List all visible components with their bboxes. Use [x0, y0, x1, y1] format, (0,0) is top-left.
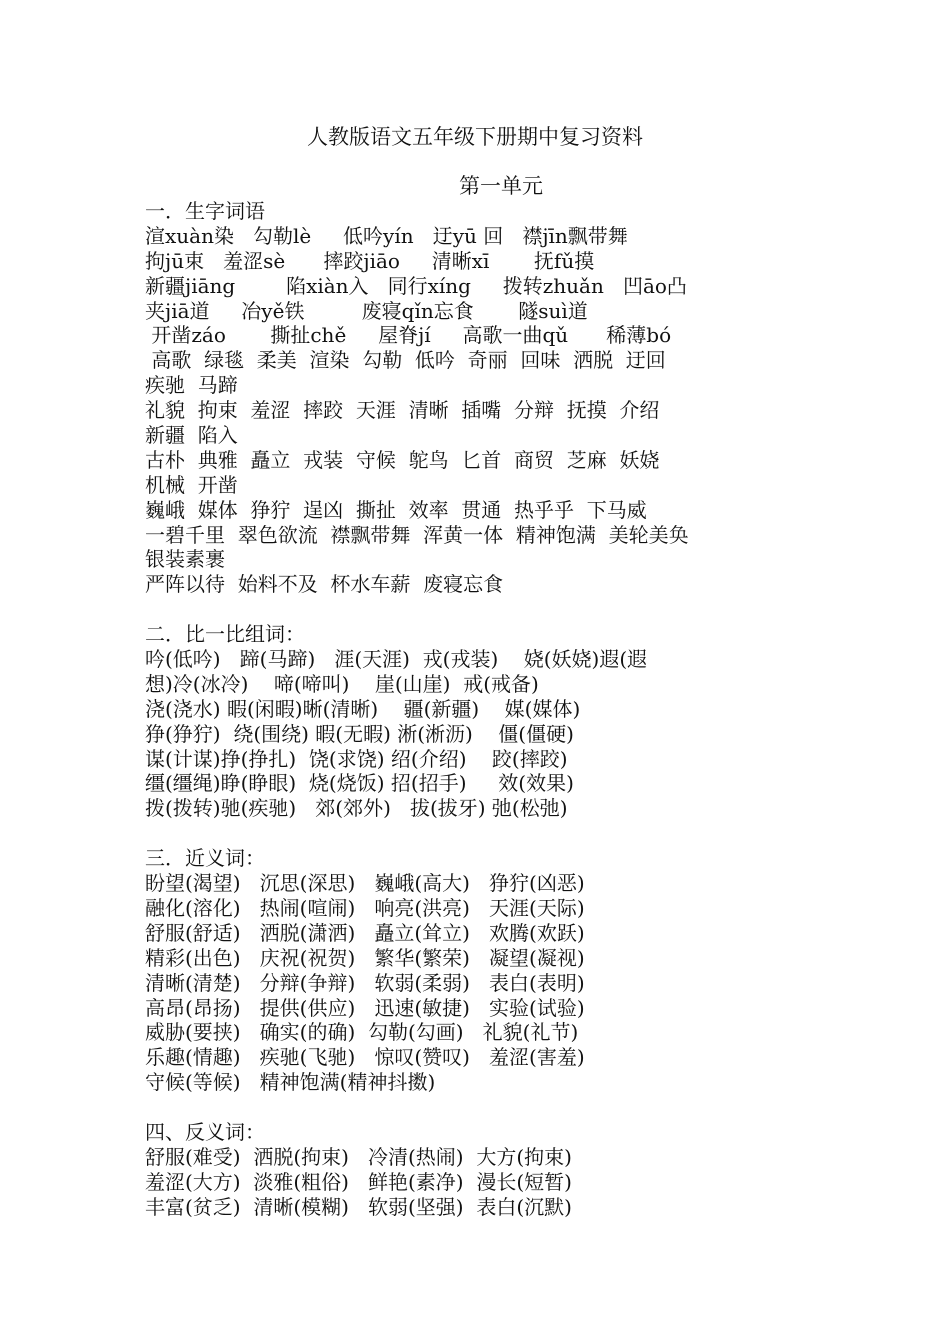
text-line: 疾驰 马蹄: [145, 373, 238, 398]
text-line: 舒服(难受) 洒脱(拘束) 冷清(热闹) 大方(拘束): [145, 1144, 572, 1169]
text-line: 夹jiā道 冶yě铁 废寝qǐn忘食 隧suì道: [145, 298, 588, 323]
section-heading: 一．生字词语: [145, 199, 265, 223]
text-line: 吟(低吟) 蹄(马蹄) 涯(天涯) 戎(戎装) 娆(妖娆)遐(遐: [145, 647, 648, 672]
text-line: 舒服(舒适) 洒脱(潇洒) 矗立(耸立) 欢腾(欢跃): [145, 920, 585, 945]
text-line: 乐趣(情趣) 疾驰(飞驰) 惊叹(赞叹) 羞涩(害羞): [145, 1045, 585, 1070]
section-heading: 四、反义词：: [145, 1119, 265, 1144]
text-line: 融化(溶化) 热闹(喧闹) 响亮(洪亮) 天涯(天际): [145, 895, 585, 920]
text-line: 高昂(昂扬) 提供(供应) 迅速(敏捷) 实验(试验): [145, 995, 585, 1020]
text-line: 新疆 陷入: [145, 423, 238, 448]
text-line: 银装素裹: [145, 547, 225, 572]
text-line: 机械 开凿: [145, 472, 238, 497]
text-line: 一碧千里 翠色欲流 襟飘带舞 浑黄一体 精神饱满 美轮美奂: [145, 522, 689, 547]
document-body: [145, 199, 925, 1220]
text-line: 丰富(贫乏) 清晰(模糊) 软弱(坚强) 表白(沉默): [145, 1194, 572, 1219]
section-gap: [145, 821, 925, 846]
text-line: 拨(拨转)驰(疾驰) 郊(郊外) 拔(拔牙) 弛(松弛): [145, 796, 568, 821]
text-line: 狰(狰狞) 绕(围绕) 暇(无暇) 淅(淅沥) 僵(僵硬): [145, 721, 574, 746]
text-line: 盼望(渴望) 沉思(深思) 巍峨(高大) 狰狞(凶恶): [145, 871, 585, 896]
text-line: 高歌 绿毯 柔美 渲染 勾勒 低吟 奇丽 回味 洒脱 迂回: [145, 348, 666, 373]
text-line: 渲xuàn染 勾勒lè 低吟yín 迂yū 回 襟jīn飘带舞: [145, 223, 628, 248]
text-line: 新疆jiāng 陷xiàn入 同行xíng 拨转zhuǎn 凹āo凸: [145, 273, 687, 298]
text-line: 浇(浇水) 暇(闲暇)晰(清晰) 疆(新疆) 媒(媒体): [145, 696, 581, 721]
text-line: 羞涩(大方) 淡雅(粗俗) 鲜艳(素净) 漫长(短暂): [145, 1169, 572, 1194]
text-line: 想)冷(冰冷) 啼(啼叫) 崖(山崖) 戒(戒备): [145, 671, 539, 696]
document-title: 人教版语文五年级下册期中复习资料: [307, 125, 643, 149]
text-line: 威胁(要挟) 确实(的确) 勾勒(勾画) 礼貌(礼节): [145, 1020, 579, 1045]
text-line: 清晰(清楚) 分辩(争辩) 软弱(柔弱) 表白(表明): [145, 970, 585, 995]
section-gap: [145, 1095, 925, 1120]
text-line: 开凿záo 撕扯chě 屋脊jí 高歌一曲qǔ 稀薄bó: [145, 323, 672, 348]
text-line: 缰(缰绳)睁(睁眼) 烧(烧饭) 招(招手) 效(效果): [145, 771, 574, 796]
text-line: 拘jū束 羞涩sè 摔跤jiāo 清晰xī 抚fǔ摸: [145, 248, 595, 273]
section-heading: 三．近义词：: [145, 846, 265, 871]
unit-title: 第一单元: [459, 174, 543, 198]
section-gap: [145, 597, 925, 622]
text-line: 谋(计谋)挣(挣扎) 饶(求饶) 绍(介绍) 跤(摔跤): [145, 746, 568, 771]
section-heading: 二．比一比组词：: [145, 622, 305, 647]
text-line: 礼貌 拘束 羞涩 摔跤 天涯 清晰 插嘴 分辩 抚摸 介绍: [145, 398, 660, 423]
text-line: 精彩(出色) 庆祝(祝贺) 繁华(繁荣) 凝望(凝视): [145, 945, 585, 970]
text-line: 巍峨 媒体 狰狞 逞凶 撕扯 效率 贯通 热乎乎 下马威: [145, 497, 647, 522]
text-line: 古朴 典雅 矗立 戎装 守候 鸵鸟 匕首 商贸 芝麻 妖娆: [145, 447, 660, 472]
text-line: 严阵以待 始料不及 杯水车薪 废寝忘食: [145, 572, 504, 597]
text-line: 守候(等候) 精神饱满(精神抖擞): [145, 1070, 436, 1095]
